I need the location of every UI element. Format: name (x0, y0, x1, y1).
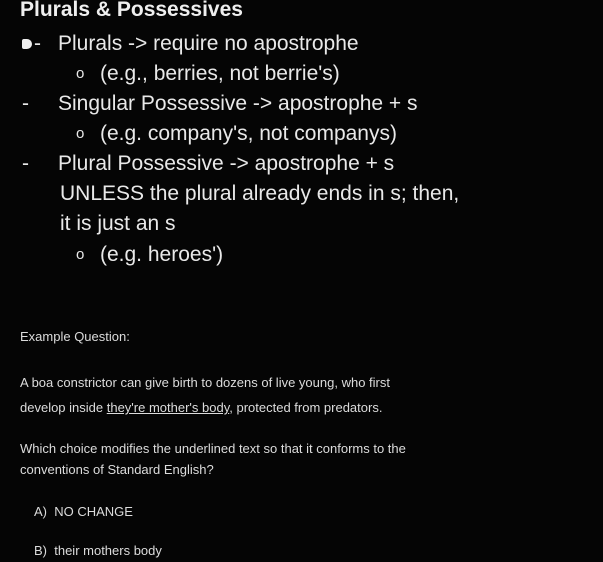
bullet-plural-possessive (22, 152, 394, 176)
sub-bullet-text: (e.g. company's, not companys) (100, 122, 397, 145)
question-line1: Which choice modifies the underlined text so that it conforms to the (20, 441, 406, 456)
option-letter: A) (34, 504, 47, 519)
bullet-plurals (22, 32, 359, 56)
circle-bullet-icon: o (76, 125, 85, 142)
answer-option-b (34, 543, 162, 558)
sub-bullet-text: (e.g., berries, not berrie's) (100, 62, 340, 85)
example-heading: Example Question: (20, 329, 130, 344)
option-text: NO CHANGE (54, 504, 133, 519)
bullet-marker: - (22, 152, 29, 175)
sub-bullet-plurals-example (76, 62, 340, 86)
bullet-text: Plural Possessive -> apostrophe + s (58, 152, 395, 175)
question-line2: conventions of Standard English? (20, 462, 214, 477)
circle-bullet-icon: o (76, 65, 85, 82)
sub-bullet-plural-example (76, 243, 223, 267)
sub-bullet-singular-example (76, 122, 397, 146)
option-letter: B) (34, 543, 47, 558)
example-sentence-line2: develop inside they're mother's body, protected from predators. (20, 400, 383, 415)
example-sentence-line1: A boa constrictor can give birth to dozens of live young, who first (20, 375, 390, 390)
bullet-singular-possessive (22, 92, 418, 116)
underlined-text: they're mother's body (106, 400, 230, 415)
bullet-continuation-line: UNLESS the plural already ends in s; then, (60, 182, 460, 205)
option-text: their mothers body (54, 543, 162, 558)
slide-title: Plurals & Possessives (20, 0, 243, 21)
bullet-marker: - (22, 92, 29, 115)
bullet-marker: - (22, 32, 58, 56)
bullet-text: Plurals -> require no apostrophe (58, 32, 359, 55)
circle-bullet-icon: o (76, 246, 85, 263)
answer-option-a (34, 504, 133, 519)
sub-bullet-text: (e.g. heroes') (100, 243, 224, 266)
bullet-continuation-line: it is just an s (60, 212, 176, 235)
pointer-cursor-icon (22, 39, 32, 49)
bullet-text: Singular Possessive -> apostrophe + s (58, 92, 418, 115)
